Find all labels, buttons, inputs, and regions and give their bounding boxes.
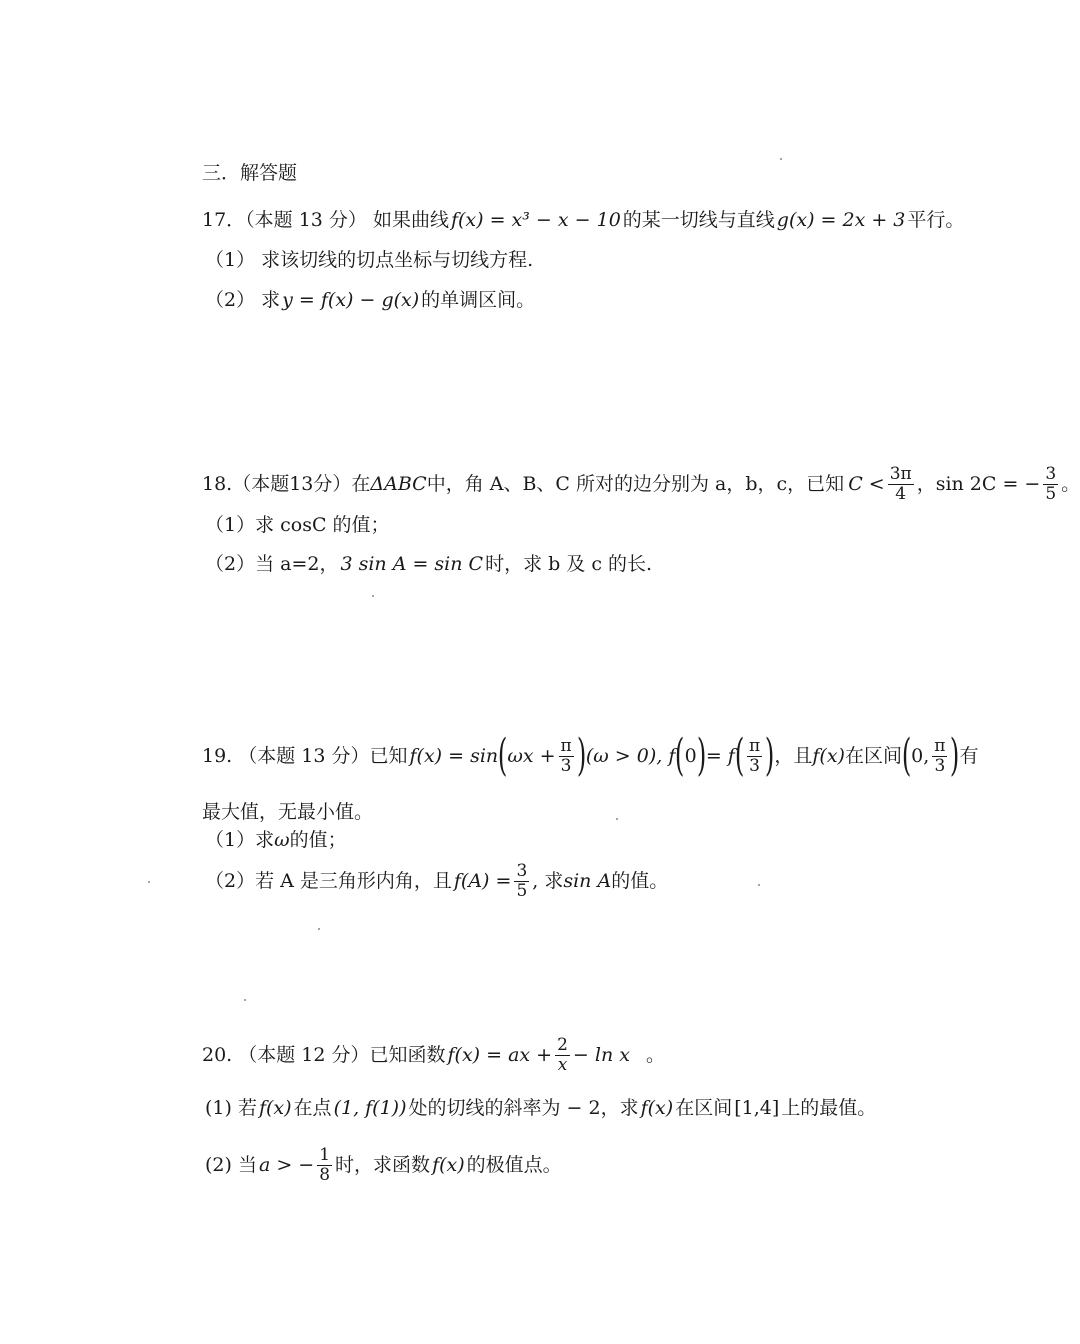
q19-f-lhs: f(x) = sin: [409, 745, 499, 767]
q20-p2-den: 8: [319, 1164, 331, 1185]
q18-end: 。: [1061, 473, 1080, 495]
q20-part1-e: 上的最值。: [781, 1097, 877, 1119]
q19-part2-sin: sin A: [563, 870, 612, 892]
q18-stem: [202, 460, 1080, 508]
q19-part2-fa: f(A) =: [453, 870, 512, 892]
q18-frac-den: 4: [895, 483, 907, 504]
q20-den: x: [557, 1054, 568, 1075]
q17-part1-text: （1） 求该切线的切点坐标与切线方程.: [205, 249, 534, 271]
q19-cond: (ω > 0), f: [585, 745, 676, 767]
q20-end: 。: [645, 1044, 665, 1066]
q17-stem: [202, 208, 964, 232]
scan-speck: [148, 881, 150, 883]
q19-part1-b: 的值；: [289, 829, 347, 851]
q20-p2-num: 1: [319, 1144, 331, 1165]
q19-line2: [202, 800, 373, 824]
q19-pi-c: π: [934, 735, 946, 756]
q17-line: g(x) = 2x + 3: [776, 209, 906, 231]
q17-part2-expr: y = f(x) − g(x): [282, 289, 420, 311]
q19-stem: 19. （本题 13 分）已知 f(x) = sin ( ωx + $\frac{\pi}{3}$ ) (ω > 0), f ( 0 ) = f ( $\frac{\pi}{3}$ ) ，且 f(x) 在区间 ( 0, $\frac{\pi}{3}$ ) 有: [202, 730, 979, 781]
q18-part2-expr: 3 sin A = sin C: [340, 553, 484, 575]
q19-pi-b: π: [749, 735, 761, 756]
q20-part2-f: f(x): [432, 1154, 465, 1176]
q18-part2-a: （2）当 a=2，: [205, 553, 339, 575]
q20-part1: [205, 1096, 876, 1120]
q20-num: 2: [557, 1034, 568, 1055]
q20-f-tail: − ln x: [572, 1044, 630, 1066]
q18-fraction-3-5: [1043, 465, 1058, 504]
scan-speck: [758, 884, 760, 886]
q18-frac2-den: 5: [1045, 483, 1057, 504]
q19-text-d: 有: [959, 745, 979, 767]
q17-tail: 平行。: [907, 209, 965, 231]
q18-header: 18.（本题13分）在: [202, 473, 371, 495]
q19-zero-comma: 0,: [911, 745, 930, 767]
q20-part1-f2: f(x): [640, 1097, 674, 1119]
q20-part1-interval: [1,4]: [734, 1097, 780, 1119]
q20-part2-c: 的极值点。: [466, 1154, 562, 1176]
q19-omega: ω: [274, 829, 290, 851]
q19-pi: π: [560, 735, 572, 756]
q18-part1: [205, 513, 390, 537]
scan-speck: [244, 999, 246, 1001]
q19-part2: [205, 856, 668, 906]
q19-p2-den: 5: [516, 880, 528, 901]
q17-header: 17．（本题 13 分） 如果曲线: [202, 209, 449, 231]
section-title: [202, 161, 297, 185]
q19-fraction-pi-3b: [747, 737, 762, 776]
q17-part2-a: （2） 求: [205, 289, 281, 311]
q19-text-b: ，且: [774, 745, 813, 767]
q18-cond1-lhs: C <: [848, 473, 885, 495]
q19-p2-num: 3: [516, 860, 528, 881]
q20-part2: [205, 1140, 562, 1190]
q20-part2-cond: a > −: [258, 1154, 315, 1176]
q19-part2-a: （2）若 A 是三角形内角，且: [205, 870, 452, 892]
q20-fraction-2-x: [555, 1036, 570, 1075]
q18-fraction-3pi-4: [888, 465, 914, 504]
q17-part1: [205, 248, 533, 272]
q20-part1-point: (1, f(1)): [333, 1097, 407, 1119]
q18-cond2-lhs: ，sin 2C = −: [916, 473, 1041, 495]
q20-part1-a: (1) 若: [205, 1097, 257, 1119]
q20-part1-c: 处的切线的斜率为 − 2，求: [408, 1097, 639, 1119]
q19-part1: [205, 828, 347, 852]
q19-three: 3: [560, 755, 572, 776]
scan-speck: [780, 158, 782, 160]
section-title-text: 三．解答题: [202, 162, 298, 184]
q17-part2: [205, 288, 535, 312]
q18-part2-b: 时，求 b 及 c 的长.: [485, 553, 653, 575]
q18-triangle: ΔABC: [370, 473, 427, 495]
q18-part2: [205, 552, 652, 576]
q18-frac-num: 3π: [889, 463, 912, 484]
q19-header: 19. （本题 13 分）已知: [202, 745, 408, 767]
q19-three-b: 3: [749, 755, 760, 776]
q20-fraction-1-8: [317, 1146, 332, 1185]
q20-header: 20. （本题 12 分）已知函数: [202, 1044, 446, 1066]
q19-zero: 0: [684, 745, 697, 767]
q18-frac2-num: 3: [1045, 463, 1057, 484]
scan-speck: [318, 928, 320, 930]
q20-part1-b: 在点: [293, 1097, 332, 1119]
q17-function: f(x) = x³ − x − 10: [450, 209, 621, 231]
q17-part2-b: 的单调区间。: [421, 289, 536, 311]
q19-eq-f: = f: [705, 745, 735, 767]
q19-fraction-pi-3: [559, 737, 574, 776]
q19-fx: f(x): [812, 745, 845, 767]
q20-part1-d: 在区间: [675, 1097, 733, 1119]
scan-speck: [372, 595, 374, 597]
q18-mid: 中，角 A、B、C 所对的边分别为 a，b，c，已知: [426, 473, 845, 495]
q19-line2-text: 最大值，无最小值。: [202, 801, 374, 823]
q19-f-inner: ωx +: [507, 745, 556, 767]
q20-f-lhs: f(x) = ax +: [447, 1044, 553, 1066]
scan-speck: [616, 818, 618, 820]
q19-part2-c: 的值。: [611, 870, 669, 892]
q19-part1-a: （1）求: [205, 829, 275, 851]
q20-part2-a: (2) 当: [205, 1154, 257, 1176]
q20-part1-f: f(x): [258, 1097, 292, 1119]
q17-mid: 的某一切线与直线: [622, 209, 775, 231]
q19-fraction-3-5: [514, 862, 529, 901]
q19-text-c: 在区间: [844, 745, 902, 767]
q19-fraction-pi-3c: [932, 737, 947, 776]
q19-three-c: 3: [934, 755, 946, 776]
q19-part2-b: , 求: [532, 870, 564, 892]
q18-part1-text: （1）求 cosC 的值；: [205, 514, 390, 536]
q20-stem: [202, 1030, 665, 1080]
q20-part2-b: 时，求函数: [335, 1154, 431, 1176]
